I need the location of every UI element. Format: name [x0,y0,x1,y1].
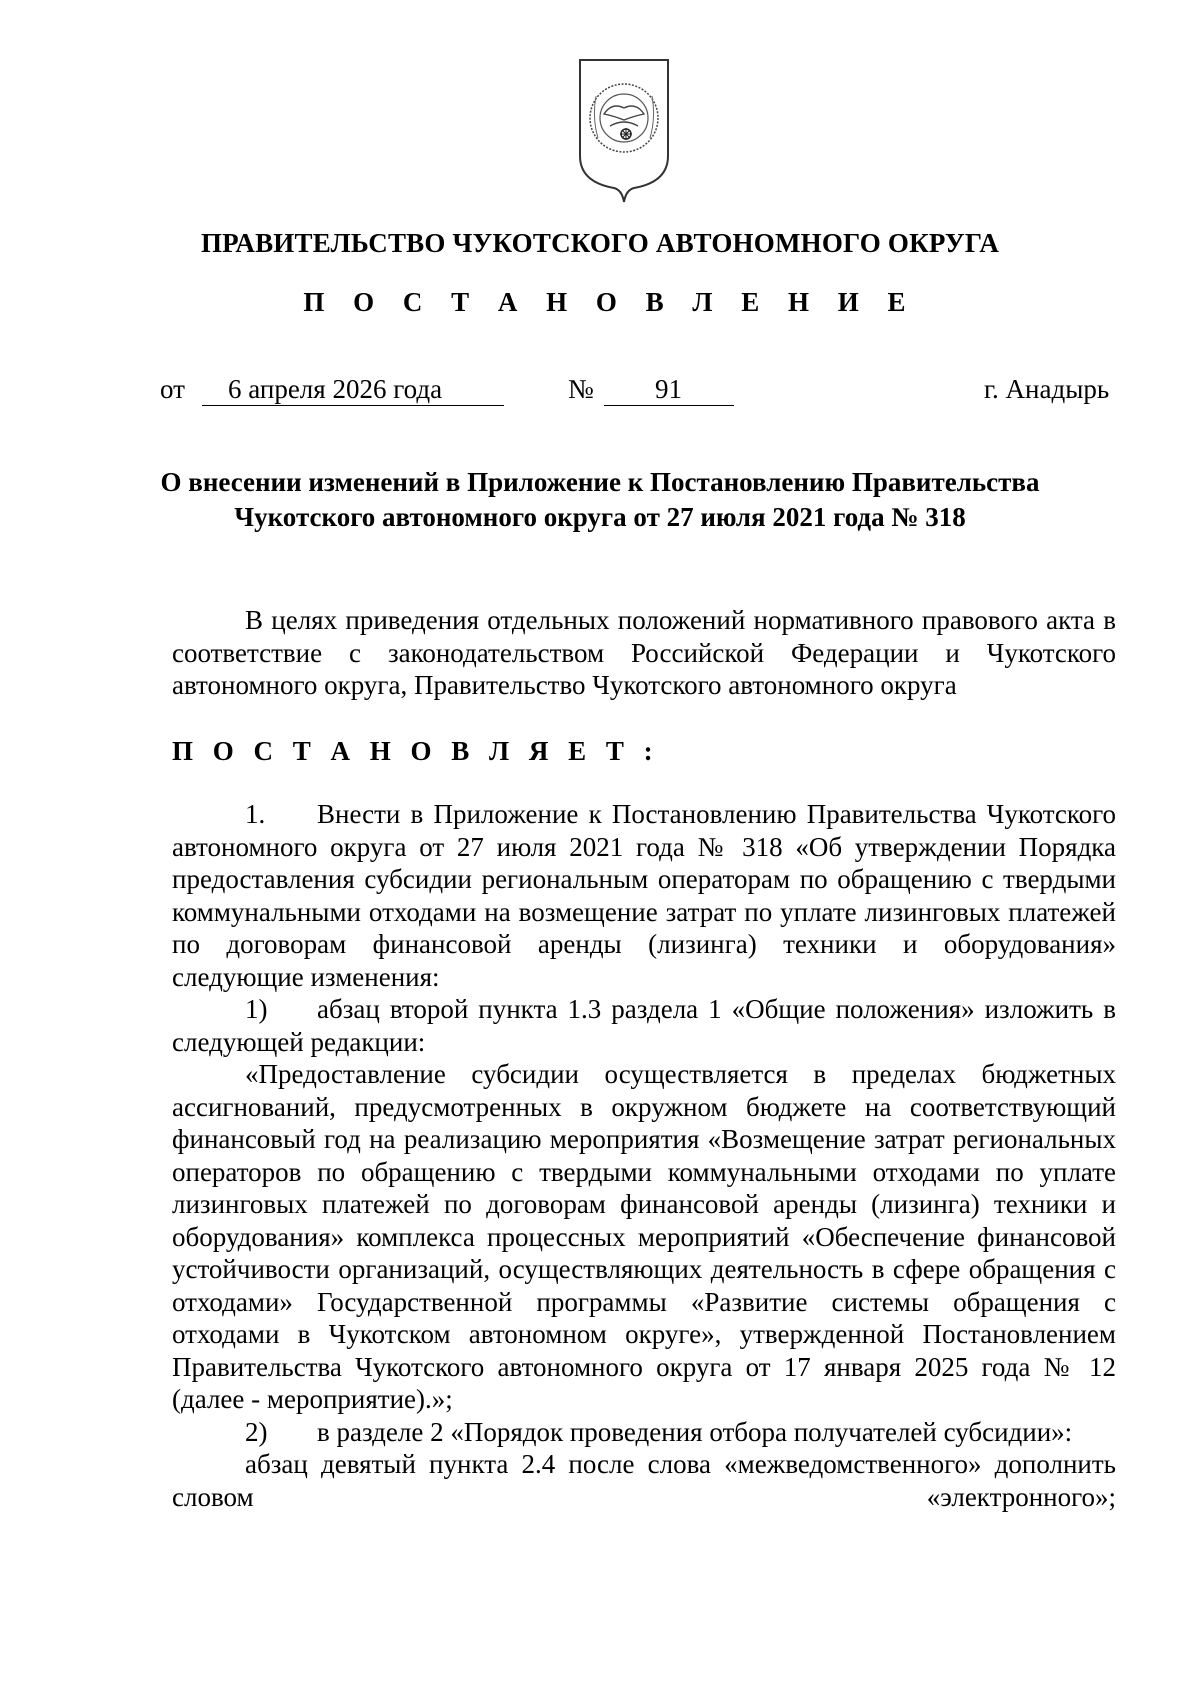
organization-name: ПРАВИТЕЛЬСТВО ЧУКОТСКОГО АВТОНОМНОГО ОКРУГА [200,228,1000,258]
subitem-2-number: 2) [245,1416,268,1447]
document-date: 6 апреля 2026 года [228,374,443,404]
subitem-2 [172,1416,1116,1449]
date-underline [202,405,504,406]
title-line-1: О внесении изменений в Приложение к Постановлению Правительства [160,467,1040,497]
quoted-text: «Предоставление субсидии осуществляется в пределах бюджетных ассигнований, предусмотренных в окружном бюджете на соответствующий финансовый год на реализацию мероприятия «Возмещение затрат региональных операторов по обращению с твердыми коммунальными отходами по уплате лизинговых платежей по договорам финансовой аренды (лизинга) техники и оборудования» комплекса процессных мероприятий «Обеспечение финансовой устойчивости организаций, осуществляющих деятельность в сфере обращения с отходами» Государственной программы «Развитие системы обращения с отходами в Чукотском автономном округе», утвержденной Постановлением Правительства Чукотского автономного округа от 17 января 2025 года № 12 (далее - мероприятие).»; [172,1059,1116,1414]
coat-of-arms-icon [576,56,672,204]
item-1-number: 1. [245,799,266,829]
subitem-2-text: в разделе 2 «Порядок проведения отбора получателей субсидии»: [317,1416,1073,1447]
title-line-2: Чукотского автономного округа от 27 июля 2021 года № 318 [234,502,966,532]
resolves-block [172,735,1116,768]
preamble: В целях приведения отдельных положений нормативного правового акта в соответствие с законодательством Российской Федерации и Чукотского автономного округа, Правительство Чукотского автономного округа [172,605,1116,700]
item-1-text: Внести в Приложение к Постановлению Правительства Чукотского автономного округа от 27 июля 2021 года № 318 «Об утверждении Порядка предоставления субсидии региональным операторам по обращению с твердыми коммунальными отходами на возмещение затрат по уплате лизинговых платежей по договорам финансовой аренды (лизинга) техники и оборудования» следующие изменения: [172,799,1116,992]
subitem-1-text: абзац второй пункта 1.3 раздела 1 «Общие положения» изложить в следующей редакции: [172,994,1116,1057]
preamble-block [172,604,1116,702]
number-underline [604,405,734,406]
number-label: № [568,374,594,404]
subitem-1 [172,993,1116,1058]
from-label: от [160,374,185,404]
decree-body [172,798,1116,1513]
subitem-2-paragraph: абзац девятый пункта 2.4 после слова «межведомственного» дополнить словом «электронного»; [172,1449,1116,1512]
document-type: П О С Т А Н О В Л Е Н И Е [303,287,917,317]
document-number: 91 [655,374,682,404]
city: г. Анадырь [984,374,1110,404]
item-1 [172,798,1116,993]
subitem-1-number: 1) [245,994,268,1024]
document-title [100,465,1100,535]
resolves-heading: П О С Т А Н О В Л Я Е Т : [172,736,660,766]
